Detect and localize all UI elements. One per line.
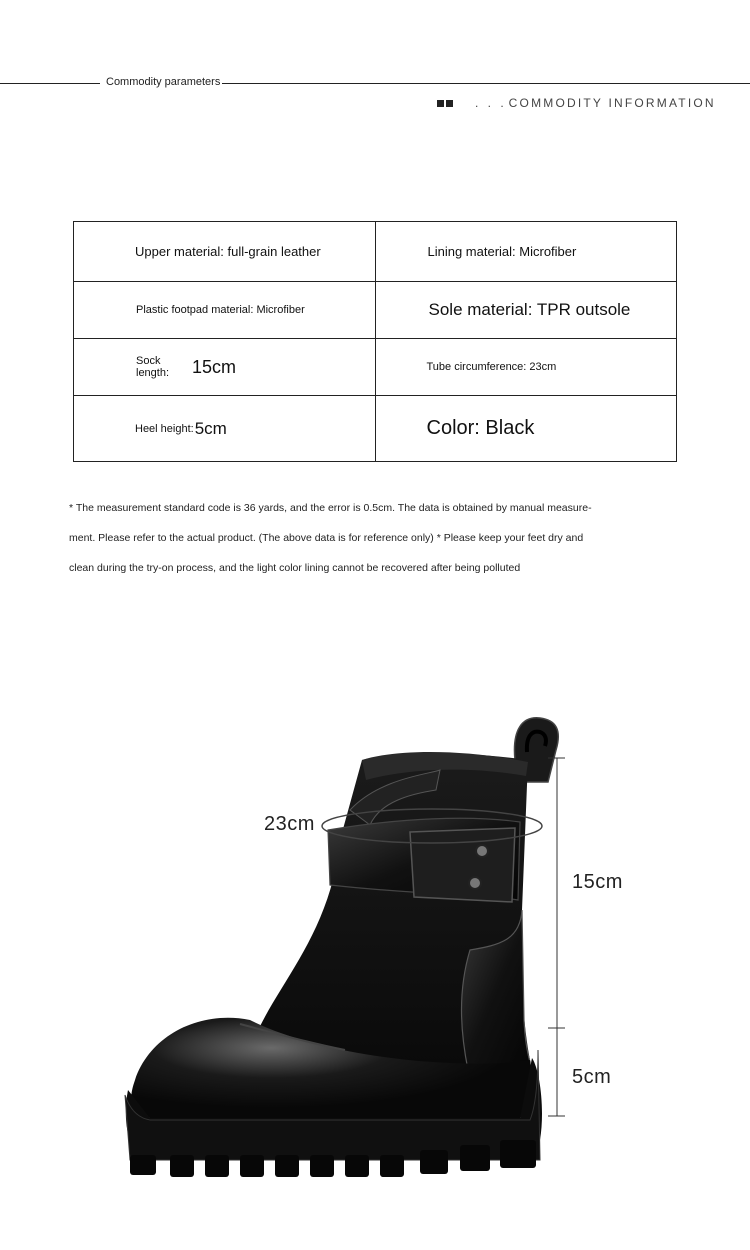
note-line-3: clean during the try-on process, and the light color lining cannot be recovered after being polluted: [69, 562, 521, 574]
note-line-2: ment. Please refer to the actual product. (The above data is for reference only) * Please keep your feet dry and: [69, 532, 584, 544]
boot-illustration: [0, 690, 750, 1250]
sock-length: [74, 355, 375, 379]
sock-length-value: 15cm: [192, 356, 237, 377]
heel-height: [74, 419, 375, 439]
eyelet-icon: [469, 877, 481, 889]
footpad-material: Plastic footpad material: Microfiber: [136, 304, 305, 316]
square-icon: [446, 100, 453, 107]
banner-dots: . . .: [475, 96, 507, 110]
parameters-table: [73, 221, 677, 462]
heel-height-label: Heel height:: [135, 422, 194, 435]
table-cell: [74, 282, 376, 339]
table-row: [74, 222, 677, 282]
sock-length-label: Sock length:: [136, 355, 170, 379]
table-cell: [74, 339, 376, 396]
circumference-label: 23cm: [264, 813, 315, 835]
tube-circumference: Tube circumference: 23cm: [426, 361, 557, 373]
table-row: [74, 282, 677, 339]
square-icon: [437, 100, 444, 107]
note-line-1: * The measurement standard code is 36 yards, and the error is 0.5cm. The data is obtained by manual measure-: [69, 502, 592, 514]
banner-text: COMMODITY INFORMATION: [508, 96, 716, 110]
heel-height-value: 5cm: [194, 418, 227, 438]
header-rule-right: [222, 83, 750, 84]
table-cell: [74, 222, 376, 282]
table-row: [74, 339, 677, 396]
table-cell: [375, 396, 677, 462]
table-row: [74, 396, 677, 462]
table-cell: [375, 339, 677, 396]
lining-material: Lining material: Microfiber: [427, 244, 577, 259]
table-cell: [375, 282, 677, 339]
table-cell: [375, 222, 677, 282]
shaft-height-label: 15cm: [572, 871, 623, 893]
eyelet-icon: [476, 845, 488, 857]
info-banner: [437, 96, 716, 110]
sole-material: Sole material: TPR outsole: [428, 300, 631, 319]
upper-material: Upper material: full-grain leather: [135, 244, 321, 259]
color: Color: Black: [426, 417, 535, 439]
table-cell: [74, 396, 376, 462]
header-rule-left: [0, 83, 100, 84]
section-title: Commodity parameters: [106, 76, 221, 88]
heel-height-label: 5cm: [572, 1066, 612, 1088]
